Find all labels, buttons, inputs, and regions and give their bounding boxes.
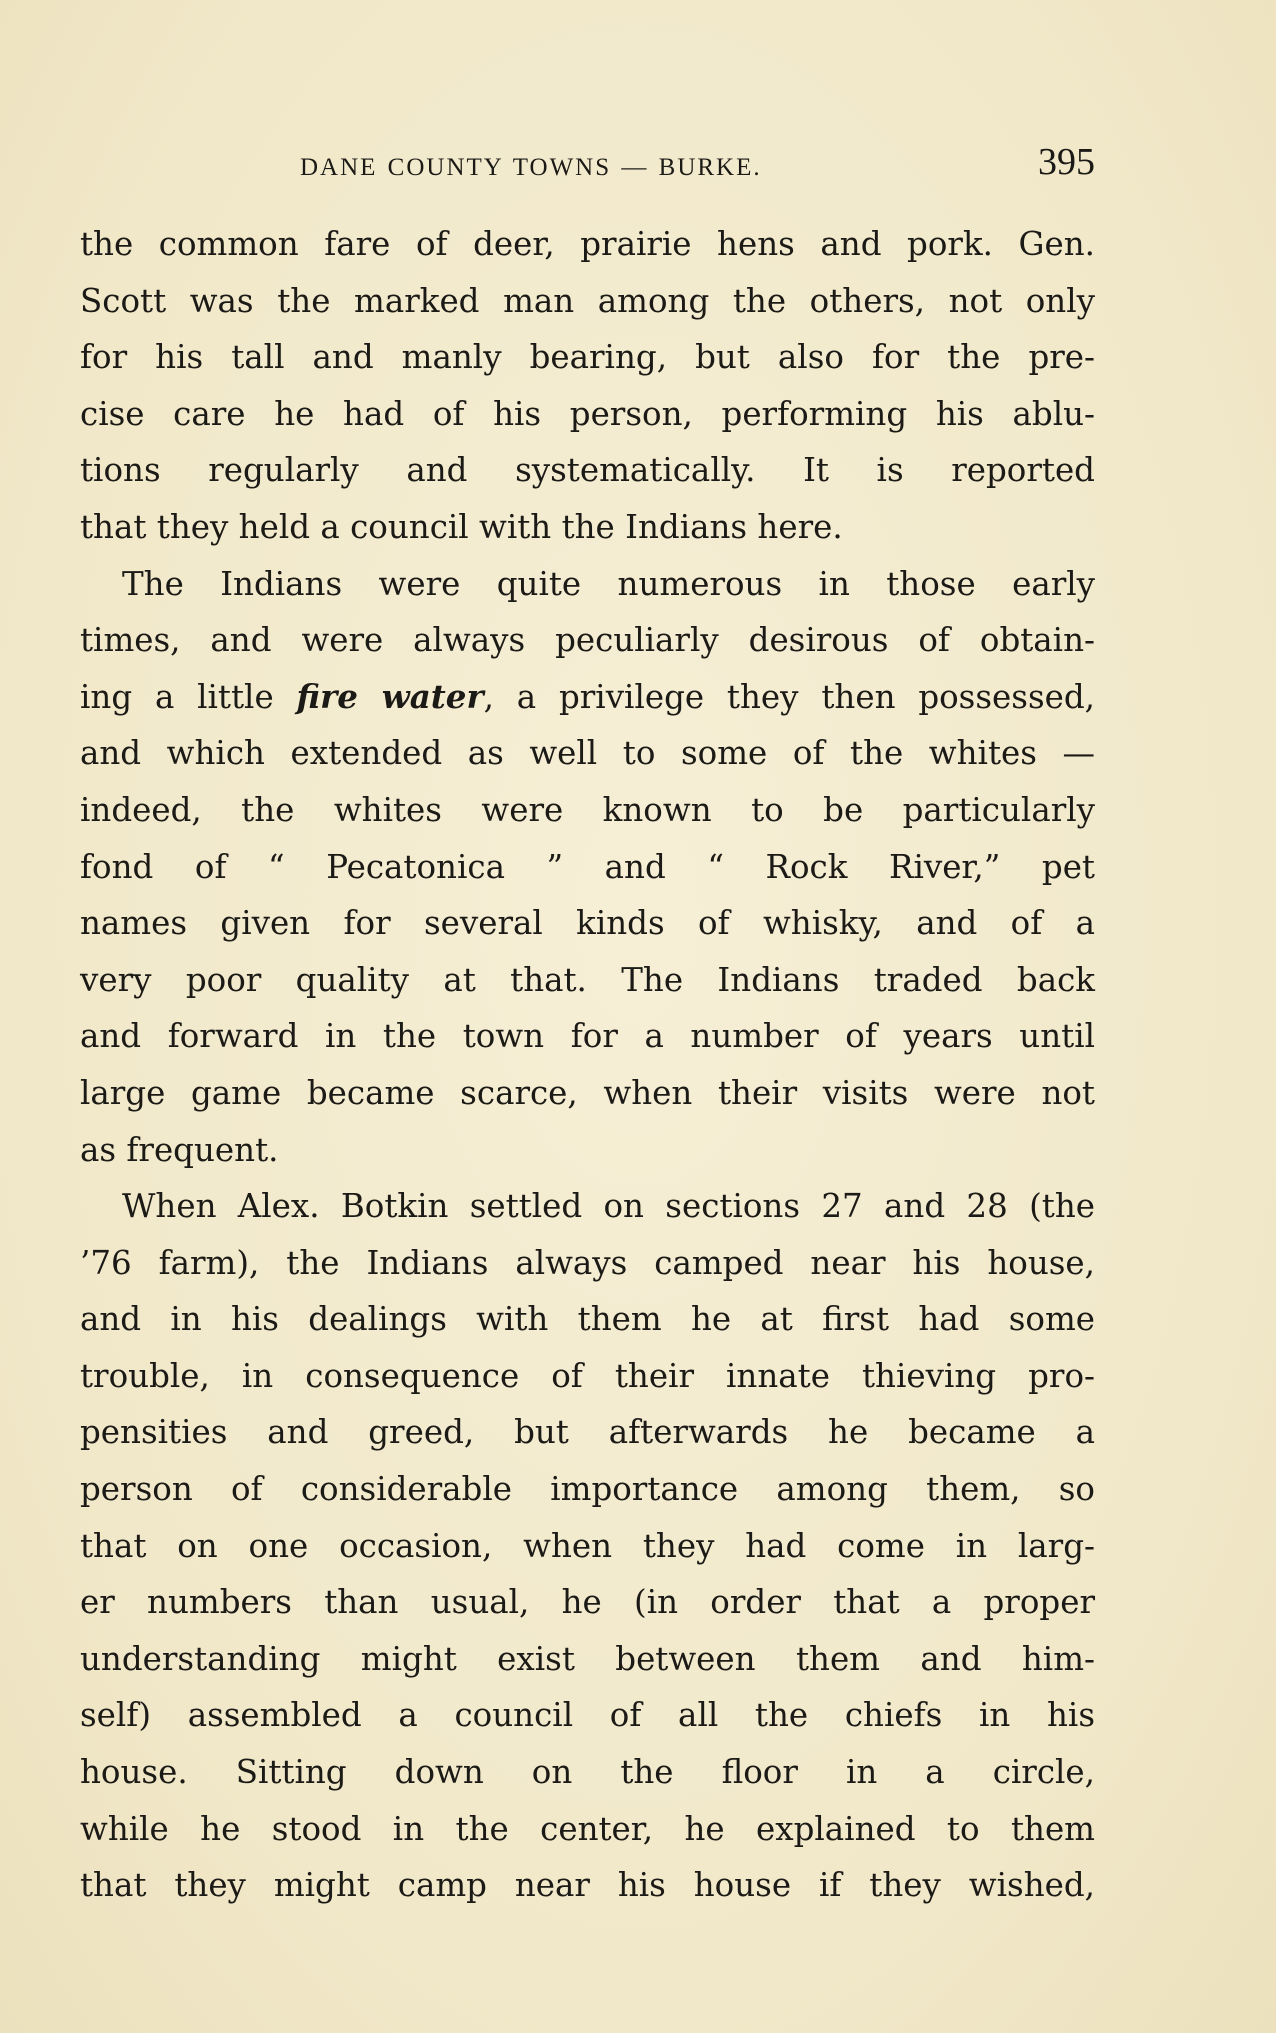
text-line: the common fare of deer, prairie hens and pork. Gen.: [80, 225, 1095, 263]
text-line: for his tall and manly bearing, but also for the pre-: [80, 338, 1095, 377]
text-line: trouble, in consequence of their innate thieving pro-: [80, 1356, 1095, 1395]
text-line: er numbers than usual, he (in order that a proper: [80, 1583, 1095, 1622]
text-line: and in his dealings with them he at first had some: [80, 1300, 1095, 1339]
text-line: that they might camp near his house if they wished,: [80, 1866, 1095, 1905]
text-line: self) assembled a council of all the chiefs in his: [80, 1696, 1095, 1735]
paragraph-start-line: When Alex. Botkin settled on sections 27 and 28 (the: [122, 1187, 1095, 1226]
text-line: Scott was the marked man among the others, not only: [80, 281, 1095, 320]
text-line: ’76 farm), the Indians always camped near his house,: [80, 1243, 1095, 1282]
text-line: pensities and greed, but afterwards he became a: [80, 1413, 1095, 1452]
running-head: DANE COUNTY TOWNS — BURKE.: [300, 154, 762, 181]
text-line-with-italic: [80, 669, 1095, 726]
text-line: very poor quality at that. The Indians traded back: [80, 960, 1095, 999]
text-line: that they held a council with the Indians here.: [80, 507, 843, 546]
text-line: understanding might exist between them and him-: [80, 1639, 1095, 1678]
paragraph-start-line: The Indians were quite numerous in those early: [122, 564, 1095, 603]
page-number: 395: [1038, 141, 1095, 183]
text-line: tions regularly and systematically. It is reported: [80, 451, 1095, 490]
text-line: and which extended as well to some of the whites —: [80, 734, 1095, 773]
text-line: as frequent.: [80, 1130, 279, 1169]
text-line: person of considerable importance among them, so: [80, 1470, 1095, 1509]
text-line: house. Sitting down on the floor in a circle,: [80, 1753, 1095, 1792]
text-line: indeed, the whites were known to be particularly: [80, 790, 1095, 829]
page-header: [80, 140, 1095, 190]
body-text: [80, 216, 1095, 1914]
text-line: large game became scarce, when their visits were not: [80, 1073, 1095, 1112]
text-line: names given for several kinds of whisky, and of a: [80, 904, 1095, 943]
line-text-after: , a privilege they then possessed,: [483, 677, 1096, 716]
text-line: cise care he had of his person, performing his ablu-: [80, 394, 1095, 433]
line-text-before: ing a little: [80, 677, 297, 716]
italic-phrase: fire water: [296, 676, 484, 716]
text-line: fond of “ Pecatonica ” and “ Rock River,” pet: [80, 847, 1095, 886]
text-line: times, and were always peculiarly desirous of obtain-: [80, 621, 1095, 660]
text-line: while he stood in the center, he explained to them: [80, 1809, 1095, 1848]
text-line: that on one occasion, when they had come in larg-: [80, 1526, 1095, 1565]
text-line: and forward in the town for a number of years until: [80, 1017, 1095, 1056]
